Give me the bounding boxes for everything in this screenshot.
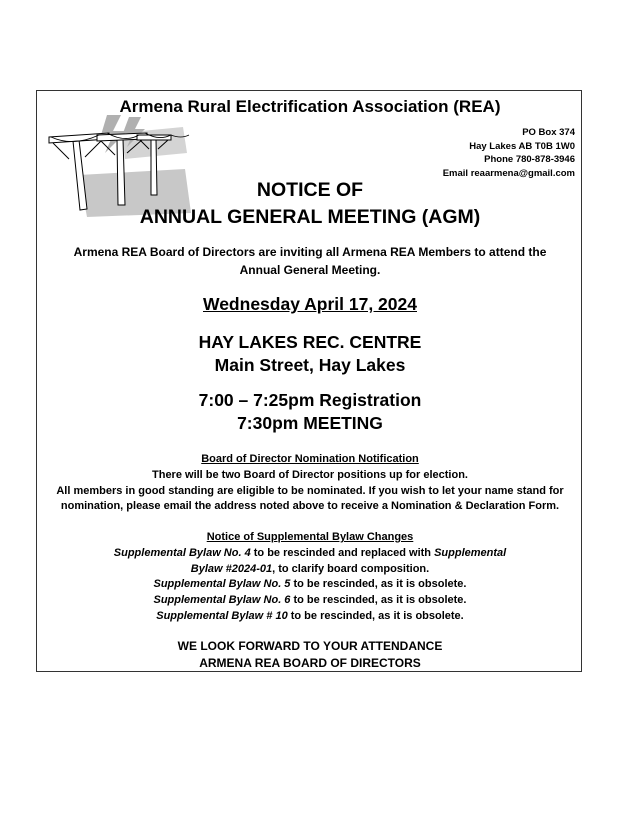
registration-time: 7:00 – 7:25pm Registration — [198, 390, 422, 410]
bylaw-section — [47, 530, 573, 625]
po-box: PO Box 374 — [522, 127, 575, 138]
meeting-venue — [37, 331, 583, 377]
contact-block — [443, 126, 575, 180]
venue-street: Main Street, Hay Lakes — [214, 355, 406, 375]
venue-name: HAY LAKES REC. CENTRE — [198, 332, 422, 352]
bylaw-text: to be rescinded, as it is obsolete. — [287, 609, 464, 622]
intro-line-2: Annual General Meeting. — [239, 263, 381, 277]
notice-heading — [37, 177, 583, 231]
closing-text — [37, 638, 583, 672]
intro-line-1: Armena REA Board of Directors are inviting all Armena REA Members to attend the — [73, 245, 547, 259]
mailing-address: Hay Lakes AB T0B 1W0 — [469, 140, 575, 152]
bylaw-text: to be rescinded, as it is obsolete. — [290, 594, 467, 607]
bylaw-item-1-cont — [47, 562, 573, 578]
intro-text — [57, 243, 563, 279]
notice-frame — [36, 90, 582, 672]
heading-line-1: NOTICE OF — [256, 179, 364, 201]
bylaw-item-4 — [47, 609, 573, 625]
bylaw-item-1 — [47, 546, 573, 562]
organization-title: Armena Rural Electrification Association (REA) — [119, 97, 501, 116]
bylaw-name: Supplemental Bylaw No. 4 — [113, 546, 251, 559]
nomination-line-1: There will be two Board of Director positions up for election. — [152, 468, 468, 481]
meeting-times — [37, 389, 583, 435]
bylaw-name: Supplemental Bylaw No. 5 — [153, 578, 291, 591]
bylaw-text: to be rescinded and replaced with — [250, 546, 435, 559]
phone-number: Phone 780-878-3946 — [484, 154, 575, 165]
heading-line-2: ANNUAL GENERAL MEETING (AGM) — [139, 206, 481, 228]
meeting-time: 7:30pm MEETING — [237, 413, 383, 433]
nomination-section — [47, 452, 573, 515]
bylaw-name: Supplemental Bylaw # 10 — [156, 609, 288, 622]
bylaw-text: , to clarify board composition. — [272, 562, 430, 575]
closing-line-1: WE LOOK FORWARD TO YOUR ATTENDANCE — [177, 639, 443, 653]
bylaw-name: Supplemental Bylaw No. 6 — [153, 594, 291, 607]
bylaw-name: Supplemental — [434, 546, 507, 559]
bylaw-name: Bylaw #2024-01 — [190, 562, 273, 575]
bylaw-item-2 — [47, 577, 573, 593]
nomination-title: Board of Director Nomination Notification — [201, 453, 419, 465]
bylaw-item-3 — [47, 593, 573, 609]
nomination-line-3: nomination, please email the address noted above to receive a Nomination & Declaration Form. — [60, 500, 560, 513]
email-address: Email reaarmena@gmail.com — [442, 167, 575, 179]
nomination-line-2: All members in good standing are eligible to be nominated. If you wish to let your name stand for — [56, 484, 564, 497]
bylaw-title: Notice of Supplemental Bylaw Changes — [206, 531, 414, 543]
meeting-date: Wednesday April 17, 2024 — [203, 294, 417, 314]
closing-line-2: ARMENA REA BOARD OF DIRECTORS — [199, 656, 421, 670]
bylaw-text: to be rescinded, as it is obsolete. — [290, 578, 467, 591]
